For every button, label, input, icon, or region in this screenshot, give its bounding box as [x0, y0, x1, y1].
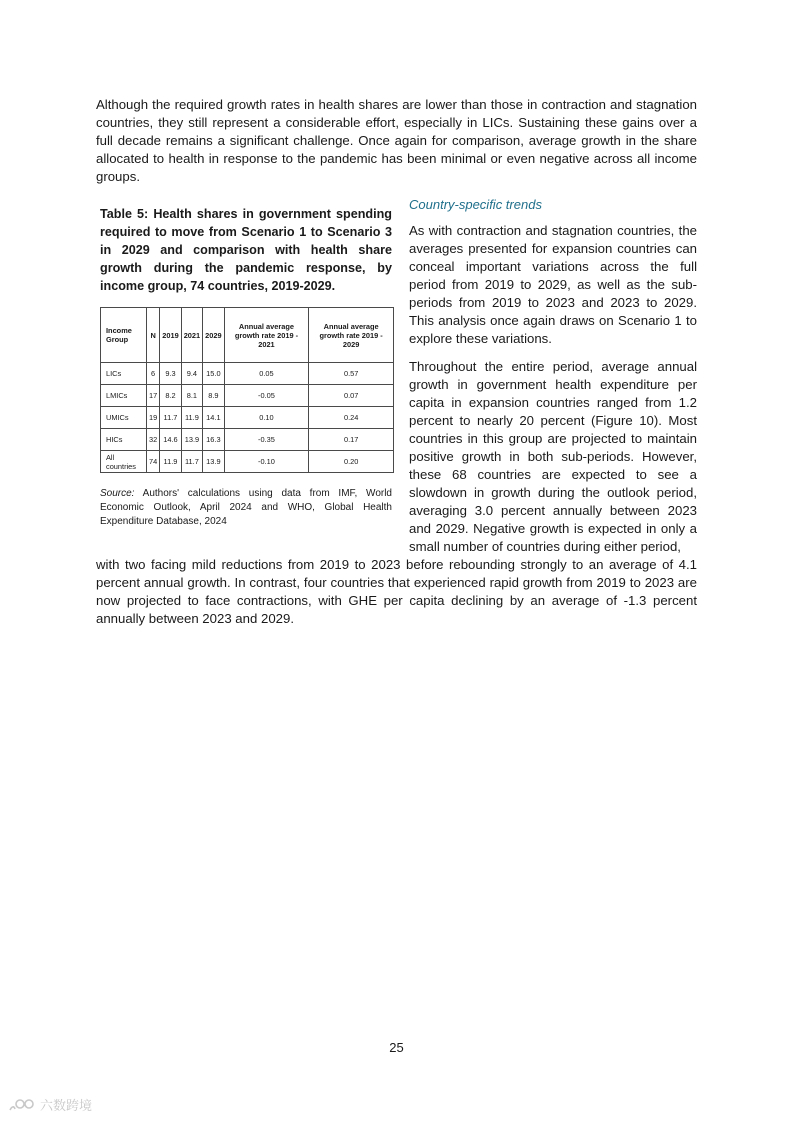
table-cell: 13.9 [181, 429, 202, 451]
country-specific-section [409, 196, 697, 566]
header-growth-2019-2029: Annual average growth rate 2019 - 2029 [309, 308, 394, 363]
table-cell: 11.9 [181, 407, 202, 429]
table-cell: -0.35 [224, 429, 309, 451]
source-label: Source: [100, 488, 135, 499]
table-cell: 0.20 [309, 451, 394, 473]
table-cell: 8.1 [181, 385, 202, 407]
table-cell: UMICs [101, 407, 147, 429]
table-cell: 0.57 [309, 363, 394, 385]
header-2029: 2029 [203, 308, 224, 363]
header-income-group: Income Group [101, 308, 147, 363]
table-cell: 8.2 [160, 385, 181, 407]
table-cell: 6 [147, 363, 160, 385]
table-row [101, 385, 394, 407]
table-header-row [101, 308, 394, 363]
table-cell: 0.05 [224, 363, 309, 385]
header-growth-2019-2021: Annual average growth rate 2019 - 2021 [224, 308, 309, 363]
table-cell: 15.0 [203, 363, 224, 385]
table-cell: 0.17 [309, 429, 394, 451]
health-shares-table [100, 307, 394, 473]
table-cell: LICs [101, 363, 147, 385]
table-cell: 16.3 [203, 429, 224, 451]
header-n: N [147, 308, 160, 363]
table-cell: 0.24 [309, 407, 394, 429]
table-row [101, 363, 394, 385]
table-cell: -0.05 [224, 385, 309, 407]
table-cell: 9.3 [160, 363, 181, 385]
watermark [8, 1095, 92, 1114]
table-row [101, 429, 394, 451]
table-cell: 13.9 [203, 451, 224, 473]
watermark-logo-icon [8, 1097, 36, 1113]
section-heading: Country-specific trends [409, 197, 542, 212]
header-2019: 2019 [160, 308, 181, 363]
table-cell: 0.07 [309, 385, 394, 407]
table-cell: 32 [147, 429, 160, 451]
table-cell: 11.9 [160, 451, 181, 473]
table-cell: 11.7 [160, 407, 181, 429]
section-paragraph-2: Throughout the entire period, average annual growth in government health expenditure per capita in expansion countries ranged from 1.2 percent to nearly 20 percent (Figure 10). Most countries in this group are projected to maintain positive growth in both sub-periods. However, these 68 countries are expected to see a slowdown in growth during the outlook period, averaging 3.0 percent annually between 2023 and 2029. Negative growth is expected in only a small number of countries during either period, [409, 359, 697, 554]
intro-paragraph: Although the required growth rates in health shares are lower than those in contraction and stagnation countries, they still represent a considerable effort, especially in LICs. Sustaining these gains over a full decade remains a significant challenge. Once again for comparison, average growth in the share allocated to health in response to the pandemic has been minimal or even negative across all income groups. [96, 97, 697, 184]
table-row [101, 407, 394, 429]
table-source-note [100, 487, 392, 529]
table-title: Table 5: Health shares in government spending required to move from Scenario 1 to Scenario 3 in 2029 and comparison with health share growth during the pandemic response, by income group, 74 countries, 2019-2029. [100, 207, 392, 293]
header-2021: 2021 [181, 308, 202, 363]
table-cell: -0.10 [224, 451, 309, 473]
table-cell: All countries [101, 451, 147, 473]
table-cell: 0.10 [224, 407, 309, 429]
section-paragraph-1: As with contraction and stagnation countries, the averages presented for expansion countries can conceal important variations across the full period from 2019 to 2029, as well as the sub-periods from 2019 to 2023 and 2023 to 2029. This analysis once again draws on Scenario 1 to explore these variations. [409, 223, 697, 346]
table-cell: 9.4 [181, 363, 202, 385]
table-cell: 74 [147, 451, 160, 473]
table-cell: 14.6 [160, 429, 181, 451]
source-text: Authors' calculations using data from IMF, World Economic Outlook, April 2024 and WHO, Global Health Expenditure Database, 2024 [100, 488, 392, 527]
table-cell: HICs [101, 429, 147, 451]
table-cell: 19 [147, 407, 160, 429]
continuation-paragraph: with two facing mild reductions from 2019 to 2023 before rebounding strongly to an average of 4.1 percent annual growth. In contrast, four countries that experienced rapid growth from 2019 to 2023 are now projected to face contractions, with GHE per capita declining by an average of -1.3 percent annually between 2023 and 2029. [96, 557, 697, 626]
table-cell: 14.1 [203, 407, 224, 429]
table-row [101, 451, 394, 473]
watermark-text: 六数跨境 [40, 1098, 93, 1113]
page-number: 25 [389, 1040, 404, 1055]
table-section [100, 205, 392, 529]
table-cell: 11.7 [181, 451, 202, 473]
table-cell: 8.9 [203, 385, 224, 407]
table-cell: LMICs [101, 385, 147, 407]
table-cell: 17 [147, 385, 160, 407]
